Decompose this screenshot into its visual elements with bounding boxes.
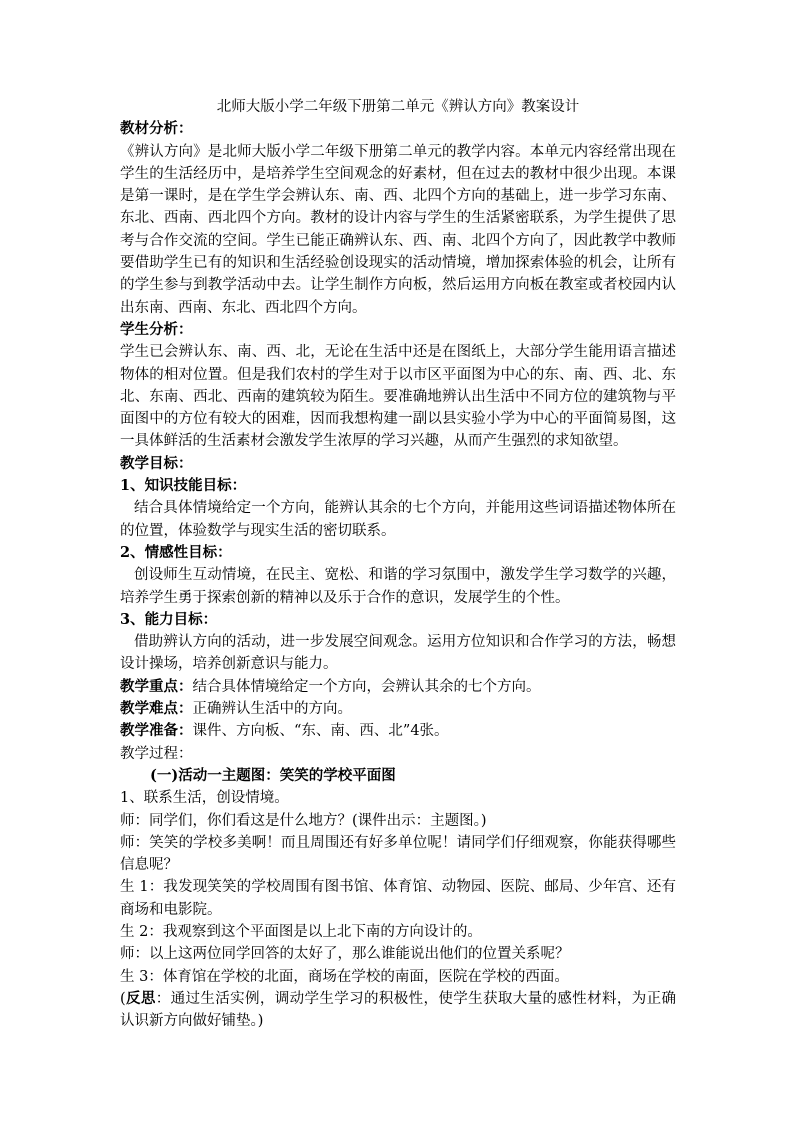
key-point bbox=[120, 676, 676, 698]
process-line: 1、联系生活，创设情境。 bbox=[120, 790, 289, 807]
goal-1-text: 结合具体情境给定一个方向，能辨认其余的七个方向，并能用这些词语描述物体所在的位置，体验数学与现实生活的密切联系。 bbox=[120, 500, 676, 539]
difficulty-text: 正确辨认生活中的方向。 bbox=[192, 701, 352, 718]
process-line: 师：以上这两位同学回答的太好了，那么谁能说出他们的位置关系呢？ bbox=[120, 946, 570, 963]
preparation-label: 教学准备： bbox=[120, 722, 193, 740]
document-page bbox=[120, 96, 676, 1032]
material-analysis-heading: 教材分析： bbox=[120, 120, 193, 138]
student-analysis-text: 学生已会辨认东、南、西、北，无论在生活中还是在图纸上，大部分学生能用语言描述物体的相对位置。但是我们农村的学生对于以市区平面图为中心的东、南、西、北、东北、东南、西北、西南的建筑较为陌生。要准确地辨认出生活中不同方位的建筑物与平面图中的方位有较大的困难，因而我想构建一副以县实验小学为中心的平面简易图，这一具体鲜活的生活素材会激发学生浓厚的学习兴趣，从而产生强烈的求知欲望。 bbox=[120, 344, 676, 450]
goal-3-heading: 3、能力目标： bbox=[120, 610, 218, 628]
material-analysis-text: 《辨认方向》是北师大版小学二年级下册第二单元的教学内容。本单元内容经常出现在学生的生活经历中，是培养学生空间观念的好素材，但在过去的教材中很少出现。本课是第一课时，是在学生学会辨认东、南、西、北四个方向的基础上，进一步学习东南、东北、西南、西北四个方向。教材的设计内容与学生的生活紧密联系，为学生提供了思考与合作交流的空间。学生已能正确辨认东、西、南、北四个方向了，因此教学中教师要借助学生已有的知识和生活经验创设现实的活动情境，增加探索体验的机会，让所有的学生参与到教学活动中去。让学生制作方向板，然后运用方向板在教室或者校园内认出东南、西南、东北、西北四个方向。 bbox=[120, 143, 676, 316]
teaching-process-heading: 教学过程： bbox=[120, 745, 193, 762]
preparation-text: 课件、方向板、“东、南、西、北”4张。 bbox=[192, 723, 449, 740]
difficulty-label: 教学难点： bbox=[120, 700, 193, 718]
difficulty-point bbox=[120, 698, 676, 720]
reflection-label: 反思 bbox=[125, 989, 156, 1007]
student-analysis-heading: 学生分析： bbox=[120, 320, 193, 338]
reflection bbox=[120, 988, 676, 1033]
process-line: 师：同学们，你们看这是什么地方？(课件出示：主题图。) bbox=[120, 812, 487, 829]
reflection-open: ( bbox=[120, 990, 126, 1007]
process-line: 师：笑笑的学校多美啊！而且周围还有好多单位呢！请同学们仔细观察，你能获得哪些信息呢？ bbox=[120, 834, 676, 874]
key-point-text: 结合具体情境给定一个方向，会辨认其余的七个方向。 bbox=[192, 678, 541, 695]
document-title: 北师大版小学二年级下册第二单元《辨认方向》教案设计 bbox=[216, 99, 580, 115]
process-line: 生 1：我发现笑笑的学校周围有图书馆、体育馆、动物园、医院、邮局、少年宫、还有商场和电影院。 bbox=[120, 879, 676, 918]
process-line: 生 2：我观察到这个平面图是以上北下南的方向设计的。 bbox=[120, 923, 482, 940]
goal-2-heading: 2、情感性目标： bbox=[120, 543, 232, 561]
teaching-goals-heading: 教学目标： bbox=[120, 454, 193, 472]
key-point-label: 教学重点： bbox=[120, 677, 193, 695]
goal-3-text: 借助辨认方向的活动，进一步发展空间观念。运用方位知识和合作学习的方法，畅想设计操场，培养创新意识与能力。 bbox=[120, 634, 676, 673]
process-line: 生 3：体育馆在学校的北面，商场在学校的南面，医院在学校的西面。 bbox=[120, 968, 569, 985]
activity-heading: (一)活动一主题图：笑笑的学校平面图 bbox=[150, 766, 396, 784]
preparation bbox=[120, 720, 676, 742]
reflection-text: ：通过生活实例，调动学生学习的积极性，使学生获取大量的感性材料，为正确认识新方向做好铺垫。) bbox=[120, 990, 677, 1030]
goal-2-text: 创设师生互动情境，在民主、宽松、和谐的学习氛围中，激发学生学习数学的兴趣，培养学生勇于探索创新的精神以及乐于合作的意识，发展学生的个性。 bbox=[120, 567, 676, 606]
goal-1-heading: 1、知识技能目标： bbox=[120, 477, 247, 495]
